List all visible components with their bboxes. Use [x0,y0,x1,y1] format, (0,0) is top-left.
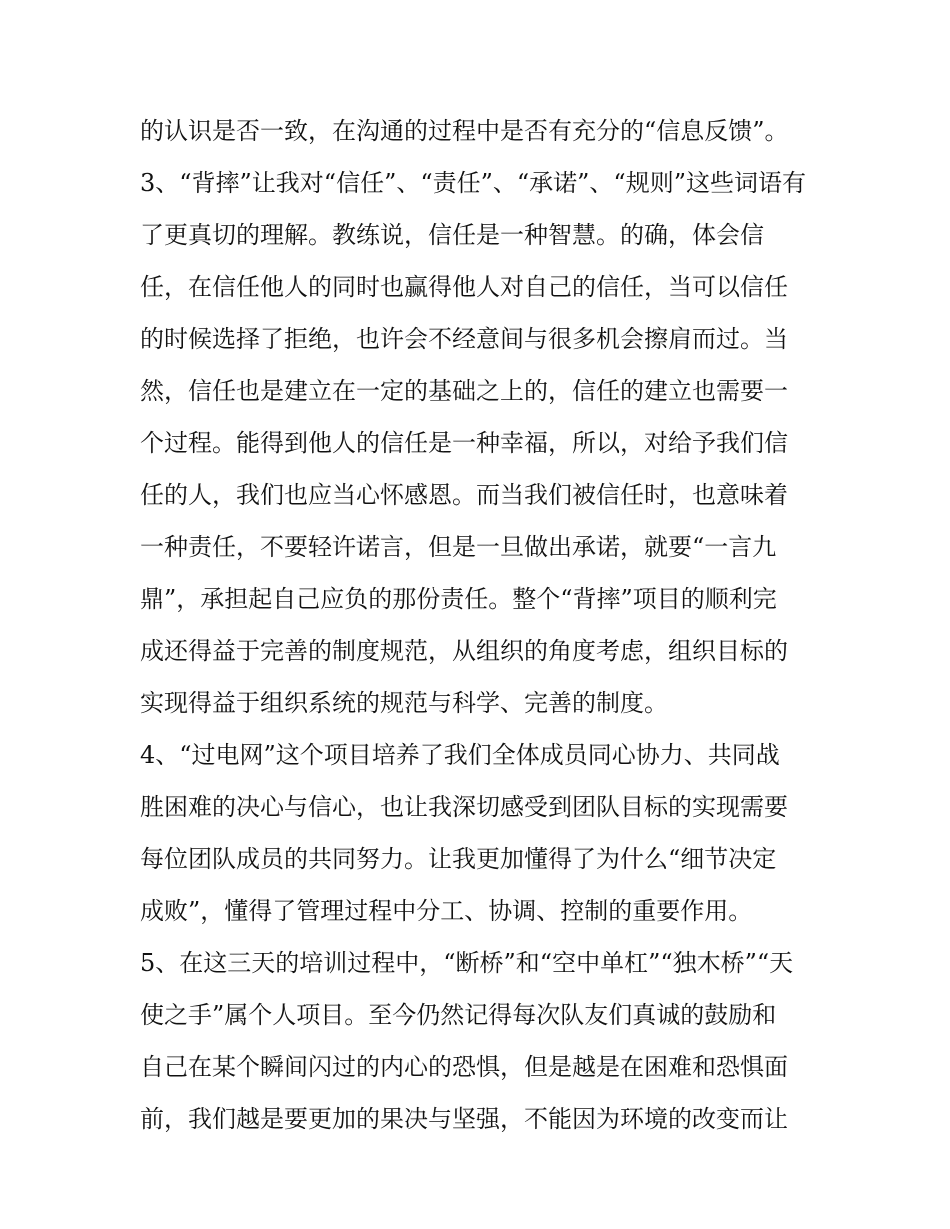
text-line: 成还得益于完善的制度规范，从组织的角度考虑，组织目标的 [140,637,788,665]
text-line: 了更真切的理解。教练说，信任是一种智慧。的确，体会信 [140,221,764,249]
text-line: 任的人，我们也应当心怀感恩。而当我们被信任时，也意味着 [140,481,788,509]
text-line: 每位团队成员的共同努力。让我更加懂得了为什么“细节决定 [140,845,777,873]
text-line: 前，我们越是要更加的果决与坚强，不能因为环境的改变而让 [140,1105,788,1133]
text-line: 胜困难的决心与信心，也让我深切感受到团队目标的实现需要 [140,793,788,821]
text-line: 个过程。能得到他人的信任是一种幸福，所以，对给予我们信 [140,429,788,457]
text-line: 然，信任也是建立在一定的基础之上的，信任的建立也需要一 [140,377,788,405]
text-line: 3、“背摔”让我对“信任”、“责任”、“承诺”、“规则”这些词语有 [140,169,806,197]
text-line: 实现得益于组织系统的规范与科学、完善的制度。 [140,689,668,717]
text-line: 鼎”，承担起自己应负的那份责任。整个“背摔”项目的顺利完 [140,585,777,613]
text-line: 使之手”属个人项目。至今仍然记得每次队友们真诚的鼓励和 [140,1001,777,1029]
text-line: 自己在某个瞬间闪过的内心的恐惧，但是越是在困难和恐惧面 [140,1053,788,1081]
text-line: 的时候选择了拒绝，也许会不经意间与很多机会擦肩而过。当 [140,325,788,353]
text-line: 的认识是否一致，在沟通的过程中是否有充分的“信息反馈”。 [140,117,789,145]
text-line: 成败”，懂得了管理过程中分工、协调、控制的重要作用。 [140,897,753,925]
text-line: 4、“过电网”这个项目培养了我们全体成员同心协力、共同战 [140,741,780,769]
text-line: 一种责任，不要轻许诺言，但是一旦做出承诺，就要“一言九 [140,533,777,561]
body-text [140,105,820,1145]
text-line: 5、在这三天的培训过程中，“断桥”和“空中单杠”“独木桥”“天 [140,949,794,977]
text-line: 任，在信任他人的同时也赢得他人对自己的信任，当可以信任 [140,273,788,301]
